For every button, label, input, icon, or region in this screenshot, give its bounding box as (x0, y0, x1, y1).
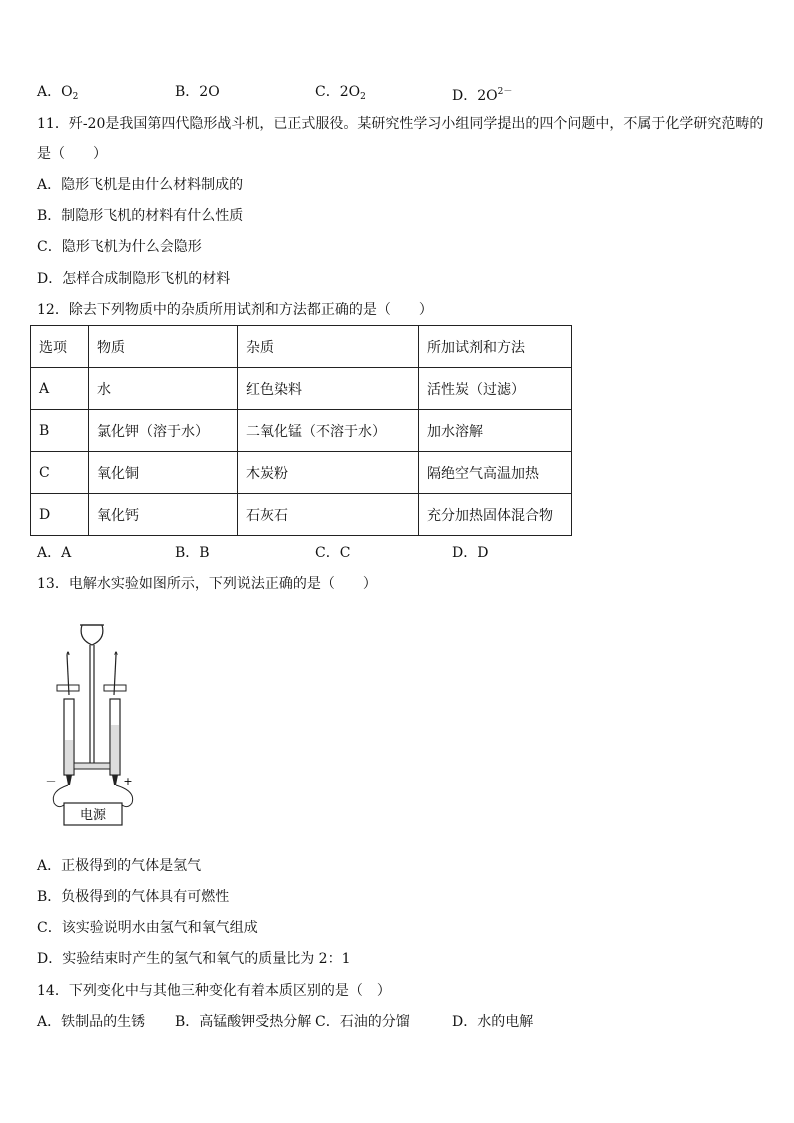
q14-stem: 14．下列变化中与其他三种变化有着本质区别的是（ ） (37, 983, 391, 999)
table-cell: 木炭粉 (238, 452, 419, 494)
q12-stem: 12．除去下列物质中的杂质所用试剂和方法都正确的是（ ） (37, 302, 433, 318)
q12-option-d: D．D (452, 545, 489, 561)
table-cell: 石灰石 (238, 494, 419, 536)
q12-option-a: A．A (37, 545, 72, 561)
table-cell: 氯化钾（溶于水） (89, 410, 238, 452)
table-header-cell: 所加试剂和方法 (419, 326, 572, 368)
q13-option-b: B．负极得到的气体具有可燃性 (37, 889, 230, 905)
table-cell: 氧化钙 (89, 494, 238, 536)
table-row (31, 410, 572, 452)
table-row (31, 452, 572, 494)
table-row (31, 494, 572, 536)
q11-option-c: C．隐形飞机为什么会隐形 (37, 239, 202, 255)
table-cell: 水 (89, 368, 238, 410)
q14-option-b: B．高锰酸钾受热分解 (175, 1014, 312, 1030)
table-header-cell: 杂质 (238, 326, 419, 368)
q10-option-b: B．2O (175, 84, 220, 100)
table-cell: D (31, 494, 89, 536)
table-cell: C (31, 452, 89, 494)
table-cell: B (31, 410, 89, 452)
q13-option-c: C．该实验说明水由氢气和氧气组成 (37, 920, 258, 936)
table-header-cell: 物质 (89, 326, 238, 368)
q12-table (30, 325, 572, 536)
table-cell: A (31, 368, 89, 410)
q12-option-b: B．B (175, 545, 210, 561)
q11-stem-line2: 是（ ） (37, 146, 107, 162)
table-cell: 红色染料 (238, 368, 419, 410)
q13-option-a: A．正极得到的气体是氢气 (37, 858, 202, 874)
q13-stem: 13．电解水实验如图所示，下列说法正确的是（ ） (37, 576, 377, 592)
negative-sign: － (45, 775, 57, 788)
q12-option-c: C．C (315, 545, 351, 561)
table-cell: 充分加热固体混合物 (419, 494, 572, 536)
power-label: 电源 (79, 808, 107, 823)
table-header-cell: 选项 (31, 326, 89, 368)
table-cell: 氧化铜 (89, 452, 238, 494)
positive-sign: + (123, 775, 133, 788)
q10-option-d: D．$2O^{2-}$ (452, 87, 513, 104)
table-header-row (31, 326, 572, 368)
table-cell: 二氧化锰（不溶于水） (238, 410, 419, 452)
table-cell: 活性炭（过滤） (419, 368, 572, 410)
q11-stem-line1: 11．歼-20是我国第四代隐形战斗机，已正式服役。某研究性学习小组同学提出的四个问题中，不属于化学研究范畴的 (37, 116, 764, 132)
table-cell: 加水溶解 (419, 410, 572, 452)
q11-option-b: B．制隐形飞机的材料有什么性质 (37, 208, 244, 224)
q10-option-a: A．$O_2$ (37, 84, 79, 102)
q10-option-c: C．$2O_2$ (315, 84, 366, 102)
q13-option-d: D．实验结束时产生的氢气和氧气的质量比为 2：1 (37, 951, 351, 967)
table-row (31, 368, 572, 410)
q14-option-a: A．铁制品的生锈 (37, 1014, 146, 1030)
electrolysis-apparatus-figure (40, 615, 160, 835)
table-cell: 隔绝空气高温加热 (419, 452, 572, 494)
q14-option-d: D．水的电解 (452, 1014, 534, 1030)
q14-option-c: C．石油的分馏 (315, 1014, 410, 1030)
q11-option-d: D．怎样合成制隐形飞机的材料 (37, 271, 231, 287)
q11-option-a: A．隐形飞机是由什么材料制成的 (37, 177, 244, 193)
